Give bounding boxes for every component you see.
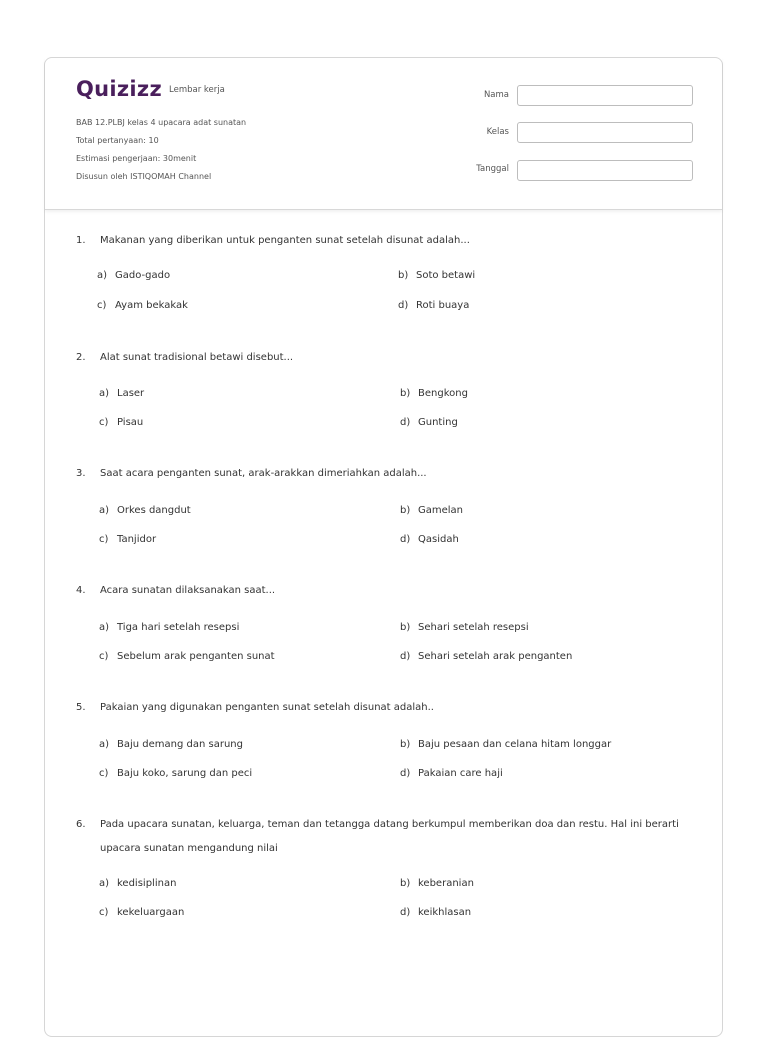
class-field[interactable] — [517, 122, 693, 143]
option-letter: b) — [398, 270, 409, 281]
option-letter: a) — [99, 505, 110, 516]
option-letter: a) — [97, 270, 108, 281]
option-letter: d) — [400, 907, 411, 918]
question-number: 4. — [76, 585, 86, 596]
option-text: Pisau — [117, 417, 144, 428]
question-text: Pada upacara sunatan, keluarga, teman dan tetangga datang berkumpul memberikan doa dan restu. Hal ini berarti upacara sunatan mengandung nilai — [100, 819, 679, 854]
option-a — [99, 878, 176, 889]
date-field[interactable] — [517, 160, 693, 181]
option-b — [400, 739, 611, 750]
option-letter: a) — [99, 388, 110, 399]
option-text: Baju demang dan sarung — [117, 739, 243, 750]
option-d — [398, 300, 469, 311]
total-questions: Total pertanyaan: 10 — [76, 136, 159, 145]
question-text: Pakaian yang digunakan penganten sunat setelah disunat adalah.. — [100, 702, 434, 713]
option-c — [99, 534, 156, 545]
option-text: Orkes dangdut — [117, 505, 191, 516]
worksheet-title: BAB 12.PLBJ kelas 4 upacara adat sunatan — [76, 118, 247, 127]
question-text: Alat sunat tradisional betawi disebut... — [100, 352, 294, 363]
question-number: 3. — [76, 468, 86, 479]
option-c — [99, 417, 143, 428]
option-letter: d) — [400, 534, 411, 545]
option-letter: d) — [398, 300, 409, 311]
option-letter: d) — [400, 417, 411, 428]
option-b — [400, 878, 474, 889]
option-text: kedisiplinan — [117, 878, 177, 889]
question-1 — [76, 229, 696, 253]
name-label: Nama — [483, 90, 509, 100]
option-text: Sehari setelah resepsi — [418, 622, 529, 633]
option-c — [99, 651, 275, 662]
option-text: Baju koko, sarung dan peci — [117, 768, 253, 779]
worksheet — [44, 57, 723, 1037]
class-label: Kelas — [486, 127, 509, 137]
option-letter: b) — [400, 505, 411, 516]
option-c — [97, 300, 188, 311]
option-d — [400, 651, 572, 662]
option-text: Bengkong — [418, 388, 468, 399]
option-letter: d) — [400, 768, 411, 779]
question-text: Saat acara penganten sunat, arak-arakkan dimeriahkan adalah... — [100, 468, 427, 479]
option-letter: b) — [400, 388, 411, 399]
option-letter: a) — [99, 622, 110, 633]
option-letter: a) — [99, 739, 110, 750]
date-label: Tanggal — [476, 164, 509, 174]
question-number: 1. — [76, 235, 86, 246]
option-letter: c) — [99, 534, 109, 545]
option-text: Ayam bekakak — [115, 300, 188, 311]
option-d — [400, 534, 459, 545]
option-b — [400, 388, 468, 399]
option-letter: c) — [99, 417, 109, 428]
name-field[interactable] — [517, 85, 693, 106]
option-text: Sehari setelah arak penganten — [418, 651, 573, 662]
option-letter: c) — [99, 651, 109, 662]
question-number: 5. — [76, 702, 86, 713]
option-letter: d) — [400, 651, 411, 662]
option-letter: b) — [400, 878, 411, 889]
option-text: Gamelan — [418, 505, 464, 516]
question-5 — [76, 696, 696, 720]
question-text: Makanan yang diberikan untuk penganten sunat setelah disunat adalah... — [100, 235, 470, 246]
option-letter: a) — [99, 878, 110, 889]
option-text: Qasidah — [418, 534, 459, 545]
option-text: Tanjidor — [117, 534, 157, 545]
question-number: 6. — [76, 819, 86, 830]
question-3 — [76, 462, 696, 486]
option-letter: c) — [99, 907, 109, 918]
option-text: Sebelum arak penganten sunat — [117, 651, 275, 662]
option-a — [99, 739, 243, 750]
option-b — [400, 505, 463, 516]
question-6 — [76, 813, 696, 861]
quizizz-logo: Quizizz — [76, 77, 162, 101]
option-d — [400, 417, 458, 428]
option-letter: b) — [400, 622, 411, 633]
option-text: keberanian — [418, 878, 474, 889]
question-number: 2. — [76, 352, 86, 363]
author: Disusun oleh ISTIQOMAH Channel — [76, 172, 212, 181]
option-a — [99, 505, 191, 516]
estimated-time: Estimasi pengerjaan: 30menit — [76, 154, 197, 163]
option-text: Tiga hari setelah resepsi — [117, 622, 240, 633]
worksheet-header — [45, 58, 722, 210]
question-text: Acara sunatan dilaksanakan saat... — [100, 585, 276, 596]
option-letter: c) — [97, 300, 107, 311]
option-text: Roti buaya — [416, 300, 470, 311]
option-text: Baju pesaan dan celana hitam longgar — [418, 739, 612, 750]
option-d — [400, 768, 503, 779]
option-text: kekeluargaan — [117, 907, 185, 918]
question-2 — [76, 346, 696, 370]
option-d — [400, 907, 471, 918]
option-text: Pakaian care haji — [418, 768, 503, 779]
option-letter: c) — [99, 768, 109, 779]
question-4 — [76, 579, 696, 603]
option-text: Soto betawi — [416, 270, 476, 281]
option-text: Gunting — [418, 417, 458, 428]
option-a — [97, 270, 170, 281]
worksheet-type: Lembar kerja — [169, 85, 225, 95]
option-b — [400, 622, 529, 633]
option-letter: b) — [400, 739, 411, 750]
option-a — [99, 622, 239, 633]
option-c — [99, 907, 184, 918]
option-text: Laser — [117, 388, 145, 399]
option-c — [99, 768, 252, 779]
option-text: keikhlasan — [418, 907, 472, 918]
option-text: Gado-gado — [115, 270, 171, 281]
option-b — [398, 270, 475, 281]
option-a — [99, 388, 144, 399]
